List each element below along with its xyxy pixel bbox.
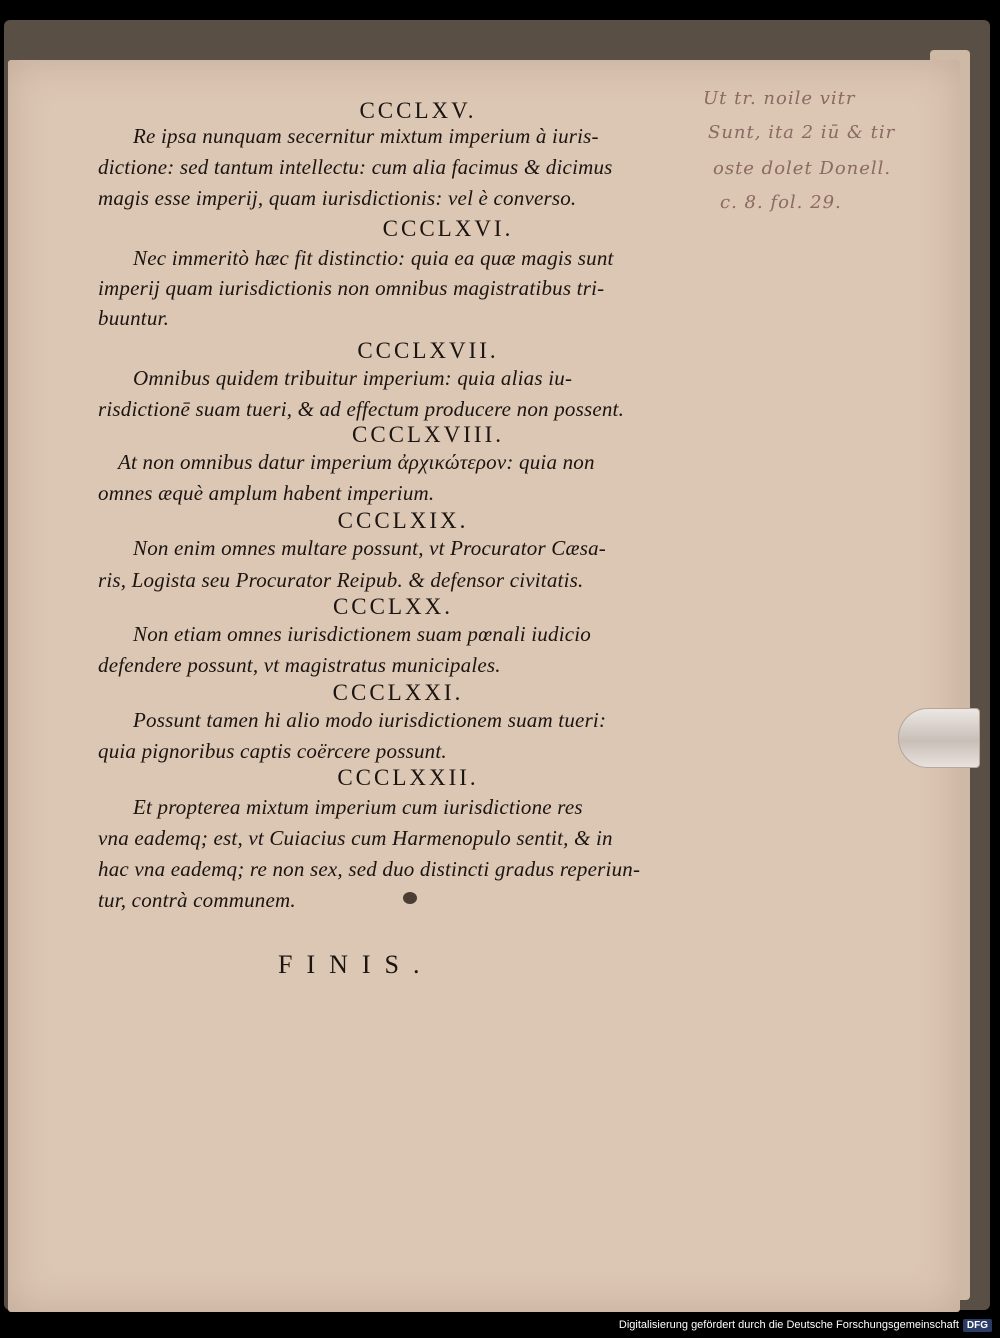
- section-heading-368: CCCLXVIII.: [351, 422, 505, 447]
- handwritten-note-line: Sunt, ita 2 iū & tir: [708, 122, 896, 143]
- section-heading-369: CCCLXIX.: [337, 508, 469, 533]
- section-heading-372: CCCLXXII.: [337, 765, 479, 790]
- section-heading-365: CCCLXV.: [359, 98, 477, 123]
- text-line: omnes æquè amplum habent imperium.: [98, 481, 435, 505]
- text-line: Possunt tamen hi alio modo iurisdictionem suam tueri:: [133, 708, 607, 732]
- text-line: tur, contrà communem.: [98, 888, 296, 912]
- text-line: Non enim omnes multare possunt, vt Procurator Cæsa-: [133, 536, 606, 560]
- section-heading-367: CCCLXVII.: [357, 338, 499, 363]
- text-line: quia pignoribus captis coërcere possunt.: [98, 739, 447, 763]
- text-line: imperij quam iurisdictionis non omnibus magistratibus tri-: [98, 276, 605, 300]
- text-line: vna eademq; est, vt Cuiacius cum Harmenopulo sentit, & in: [98, 826, 613, 850]
- text-line: defendere possunt, vt magistratus municipales.: [98, 653, 501, 677]
- text-line: buuntur.: [98, 306, 170, 330]
- ink-spot: [403, 892, 417, 904]
- text-line: At non omnibus datur imperium ἀρχικώτερον: quia non: [118, 450, 595, 474]
- text-line: magis esse imperij, quam iurisdictionis: vel è converso.: [98, 186, 577, 210]
- section-heading-371: CCCLXXI.: [332, 680, 464, 705]
- page-clip: [898, 708, 980, 768]
- footer-text: Digitalisierung gefördert durch die Deutsche Forschungsgemeinschaft: [618, 1319, 959, 1331]
- handwritten-note-line: Ut tr. noile vitr: [703, 88, 856, 109]
- text-line: hac vna eademq; re non sex, sed duo distincti gradus reperiun-: [98, 857, 641, 881]
- finis-text: FINIS.: [278, 950, 434, 979]
- text-line: Re ipsa nunquam secernitur mixtum imperium à iuris-: [133, 124, 599, 148]
- footer: [619, 1315, 992, 1335]
- dfg-logo: DFG: [963, 1319, 992, 1332]
- text-line: Et propterea mixtum imperium cum iurisdictione res: [133, 795, 583, 819]
- text-line: Non etiam omnes iurisdictionem suam pœnali iudicio: [133, 622, 591, 646]
- text-line: risdictionē suam tueri, & ad effectum producere non possent.: [98, 397, 625, 421]
- text-line: Nec immeritò hæc fit distinctio: quia ea quæ magis sunt: [133, 246, 614, 270]
- text-line: Omnibus quidem tribuitur imperium: quia alias iu-: [133, 366, 573, 390]
- book-page: [8, 60, 960, 1312]
- text-line: ris, Logista seu Procurator Reipub. & defensor civitatis.: [98, 568, 584, 592]
- handwritten-note-line: oste dolet Donell.: [713, 158, 892, 179]
- handwritten-note-line: c. 8. fol. 29.: [720, 192, 842, 213]
- text-line: dictione: sed tantum intellectu: cum alia facimus & dicimus: [98, 155, 613, 179]
- section-heading-366: CCCLXVI.: [382, 216, 514, 241]
- section-heading-370: CCCLXX.: [332, 594, 454, 619]
